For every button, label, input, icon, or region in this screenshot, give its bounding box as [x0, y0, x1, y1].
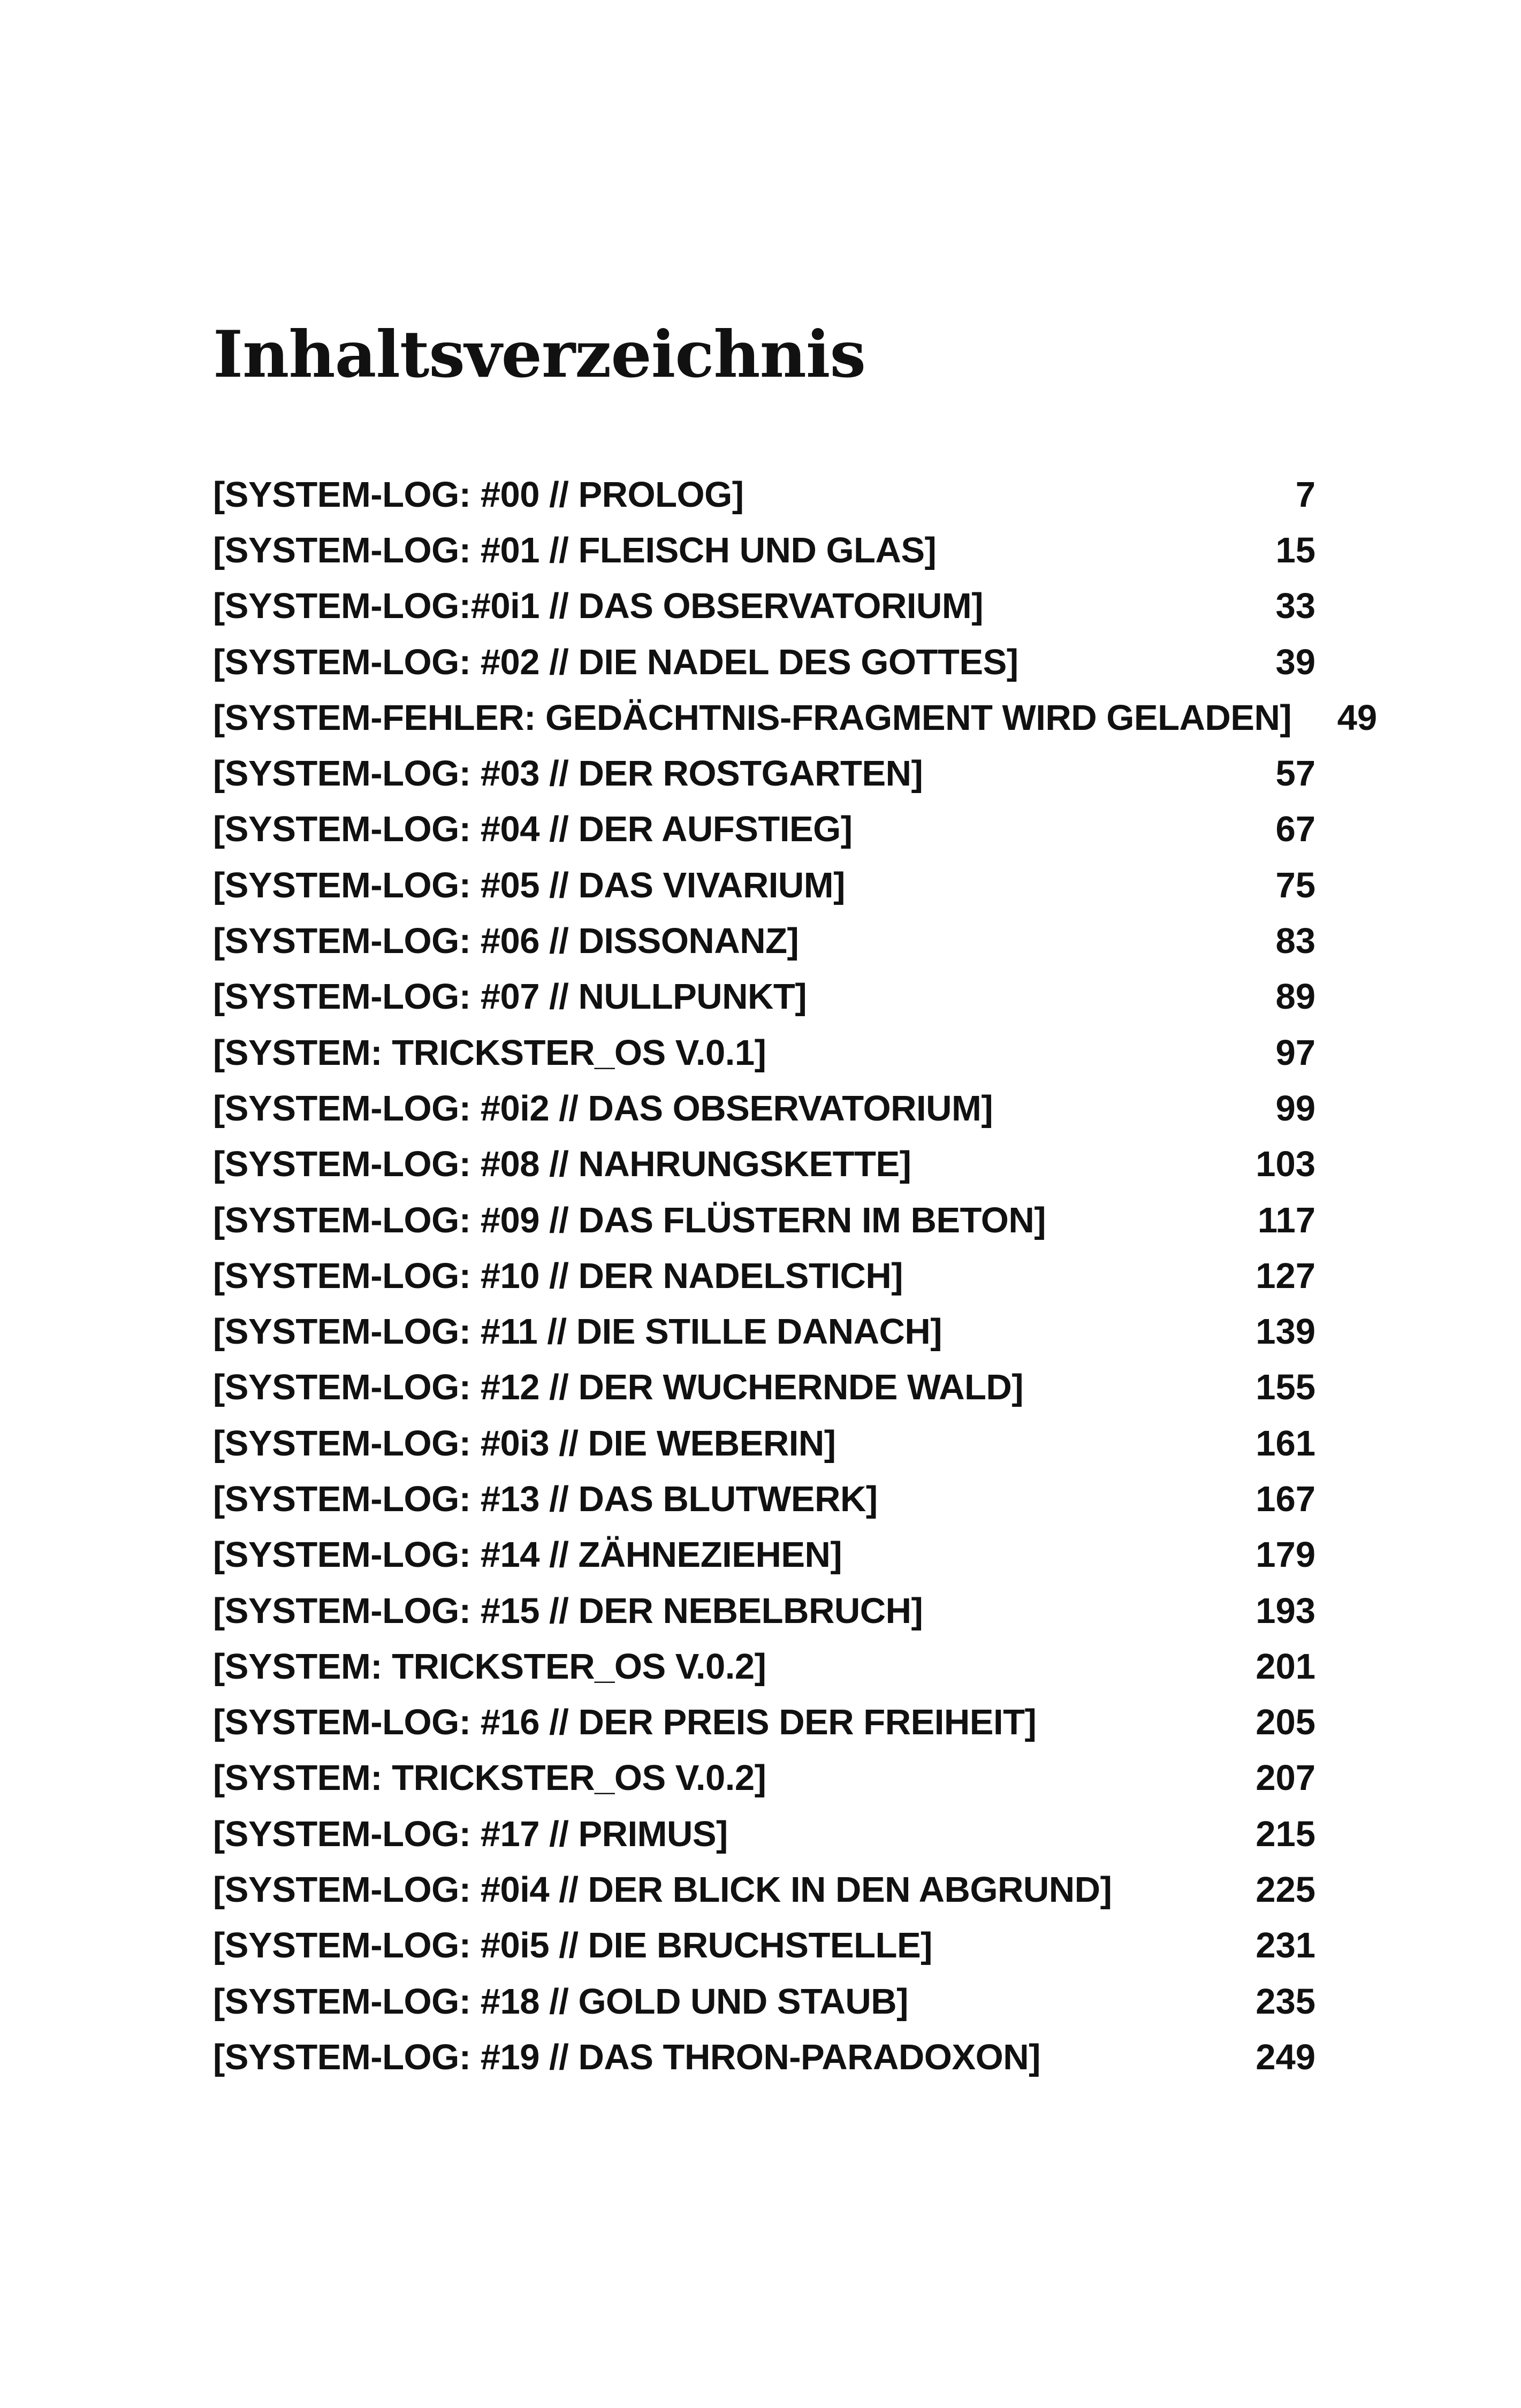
toc-entry-page-number: 193	[1256, 1590, 1315, 1631]
toc-entry-title: [SYSTEM-LOG: #0i4 // DER BLICK IN DEN ABGRUND]	[213, 1870, 1112, 1910]
toc-entry-page-number: 161	[1256, 1423, 1315, 1464]
toc-entry-title: [SYSTEM: TRICKSTER_OS V.0.1]	[213, 1032, 766, 1073]
toc-entry-title: [SYSTEM-LOG: #14 // ZÄHNEZIEHEN]	[213, 1535, 842, 1575]
toc-entry-page-number: 89	[1275, 977, 1315, 1017]
toc-entry[interactable]	[213, 969, 1315, 1025]
toc-entry-page-number: 57	[1275, 753, 1315, 794]
toc-entry[interactable]	[213, 1583, 1315, 1639]
toc-entry-title: [SYSTEM-LOG: #0i3 // DIE WEBERIN]	[213, 1423, 836, 1464]
toc-entry-title: [SYSTEM-LOG: #11 // DIE STILLE DANACH]	[213, 1312, 942, 1352]
toc-entry-page-number: 83	[1275, 921, 1315, 962]
toc-entry-page-number: 215	[1256, 1813, 1315, 1854]
toc-entry[interactable]	[213, 1248, 1315, 1304]
toc-entry[interactable]	[213, 1304, 1315, 1359]
toc-entry-page-number: 75	[1275, 865, 1315, 905]
toc-entry[interactable]	[213, 1695, 1315, 1750]
toc-entry[interactable]	[213, 634, 1315, 690]
toc-entry-title: [SYSTEM-LOG: #04 // DER AUFSTIEG]	[213, 809, 853, 850]
toc-entry-page-number: 33	[1275, 586, 1315, 627]
toc-entry-title: [SYSTEM: TRICKSTER_OS V.0.2]	[213, 1646, 766, 1687]
toc-entry-title: [SYSTEM-LOG:#0i1 // DAS OBSERVATORIUM]	[213, 586, 984, 627]
toc-entry[interactable]	[213, 1415, 1315, 1471]
toc-entry-page-number: 179	[1256, 1535, 1315, 1575]
toc-entry-page-number: 7	[1295, 474, 1315, 515]
toc-entry[interactable]	[213, 522, 1315, 578]
toc-entry-title: [SYSTEM-LOG: #16 // DER PREIS DER FREIHEIT]	[213, 1702, 1037, 1743]
toc-entry-page-number: 249	[1256, 2037, 1315, 2077]
toc-entry[interactable]	[213, 1527, 1315, 1583]
toc-entry-page-number: 49	[1337, 697, 1378, 738]
toc-entry[interactable]	[213, 1806, 1315, 1862]
toc-entry-page-number: 99	[1275, 1088, 1315, 1129]
toc-entry[interactable]	[213, 690, 1378, 745]
toc-entry[interactable]	[213, 1360, 1315, 1415]
toc-entry[interactable]	[213, 2029, 1315, 2085]
toc-entry-page-number: 231	[1256, 1925, 1315, 1966]
toc-entry-page-number: 127	[1256, 1255, 1315, 1296]
toc-entry-page-number: 207	[1256, 1758, 1315, 1799]
toc-entry[interactable]	[213, 913, 1315, 969]
toc-entry-title: [SYSTEM-LOG: #18 // GOLD UND STAUB]	[213, 1981, 908, 2022]
toc-entry[interactable]	[213, 1750, 1315, 1806]
toc-entry[interactable]	[213, 1137, 1315, 1192]
toc-entry-title: [SYSTEM-LOG: #0i5 // DIE BRUCHSTELLE]	[213, 1925, 932, 1966]
toc-entry[interactable]	[213, 857, 1315, 913]
toc-entry-title: [SYSTEM-LOG: #10 // DER NADELSTICH]	[213, 1255, 903, 1296]
toc-entry[interactable]	[213, 467, 1315, 522]
toc-entry-page-number: 205	[1256, 1702, 1315, 1743]
table-of-contents	[213, 467, 1378, 2085]
toc-entry-page-number: 117	[1257, 1200, 1315, 1240]
toc-entry-title: [SYSTEM-LOG: #03 // DER ROSTGARTEN]	[213, 753, 923, 794]
toc-entry-page-number: 167	[1256, 1479, 1315, 1519]
toc-entry[interactable]	[213, 1025, 1315, 1080]
toc-entry-page-number: 15	[1275, 530, 1315, 570]
toc-entry[interactable]	[213, 745, 1315, 801]
toc-entry-page-number: 39	[1275, 642, 1315, 682]
toc-entry[interactable]	[213, 802, 1315, 857]
toc-entry-title: [SYSTEM-LOG: #01 // FLEISCH UND GLAS]	[213, 530, 937, 570]
toc-entry-page-number: 155	[1256, 1367, 1315, 1408]
toc-entry-page-number: 225	[1256, 1870, 1315, 1910]
toc-entry-title: [SYSTEM-LOG: #17 // PRIMUS]	[213, 1813, 728, 1854]
toc-entry[interactable]	[213, 578, 1315, 634]
toc-entry-title: [SYSTEM-LOG: #09 // DAS FLÜSTERN IM BETON]	[213, 1200, 1046, 1240]
toc-entry-title: [SYSTEM-LOG: #08 // NAHRUNGSKETTE]	[213, 1144, 911, 1185]
toc-entry-title: [SYSTEM-LOG: #07 // NULLPUNKT]	[213, 977, 807, 1017]
toc-entry-page-number: 201	[1256, 1646, 1315, 1687]
toc-entry-page-number: 235	[1256, 1981, 1315, 2022]
toc-entry[interactable]	[213, 1080, 1315, 1136]
toc-entry[interactable]	[213, 1471, 1315, 1527]
toc-entry-title: [SYSTEM-LOG: #05 // DAS VIVARIUM]	[213, 865, 845, 905]
toc-entry-title: [SYSTEM: TRICKSTER_OS V.0.2]	[213, 1758, 766, 1799]
toc-entry-page-number: 97	[1275, 1032, 1315, 1073]
toc-entry-page-number: 67	[1275, 809, 1315, 850]
toc-entry-title: [SYSTEM-LOG: #13 // DAS BLUTWERK]	[213, 1479, 878, 1519]
toc-entry-title: [SYSTEM-LOG: #0i2 // DAS OBSERVATORIUM]	[213, 1088, 993, 1129]
toc-entry-page-number: 139	[1256, 1312, 1315, 1352]
toc-entry[interactable]	[213, 1918, 1315, 1973]
toc-entry-title: [SYSTEM-LOG: #12 // DER WUCHERNDE WALD]	[213, 1367, 1024, 1408]
toc-entry-title: [SYSTEM-FEHLER: GEDÄCHTNIS-FRAGMENT WIRD GELADEN]	[213, 697, 1292, 738]
toc-entry[interactable]	[213, 1639, 1315, 1694]
toc-entry-title: [SYSTEM-LOG: #15 // DER NEBELBRUCH]	[213, 1590, 923, 1631]
toc-entry-title: [SYSTEM-LOG: #02 // DIE NADEL DES GOTTES]	[213, 642, 1018, 682]
toc-entry[interactable]	[213, 1973, 1315, 2029]
toc-entry-page-number: 103	[1256, 1144, 1315, 1185]
toc-entry-title: [SYSTEM-LOG: #06 // DISSONANZ]	[213, 921, 799, 962]
toc-entry-title: [SYSTEM-LOG: #19 // DAS THRON-PARADOXON]	[213, 2037, 1040, 2077]
toc-entry-title: [SYSTEM-LOG: #00 // PROLOG]	[213, 474, 744, 515]
page-title: Inhaltsverzeichnis	[213, 317, 866, 392]
toc-entry[interactable]	[213, 1192, 1315, 1248]
toc-entry[interactable]	[213, 1862, 1315, 1917]
